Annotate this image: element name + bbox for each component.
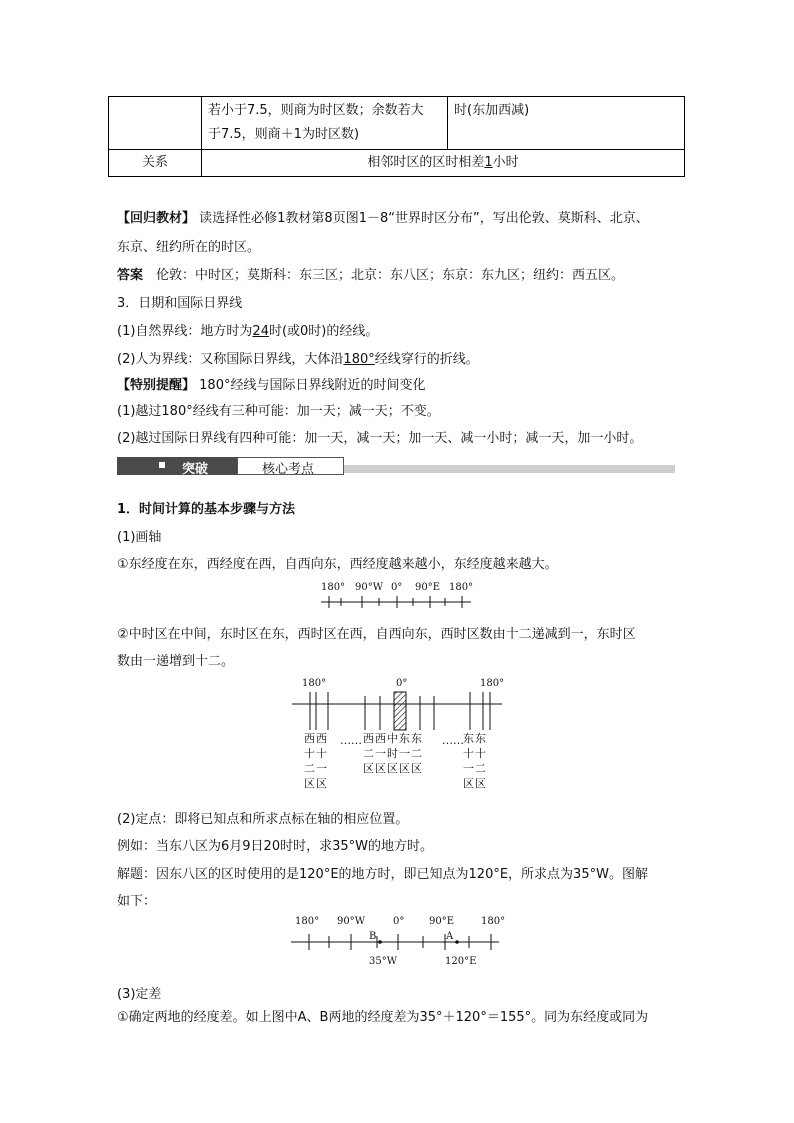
zone-label-char: 东 xyxy=(475,732,486,745)
zone-label-char: 二 xyxy=(363,747,374,760)
step-1b-line-1: ②中时区在中间，东时区在东，西时区在西，自西向东，西时区数由十二递减到一，东时区 xyxy=(117,627,636,642)
review-line-2: 东京、纽约所在的时区。 xyxy=(117,240,261,255)
time-zone-table xyxy=(108,96,685,177)
steps-title: 1．时间计算的基本步骤与方法 xyxy=(117,502,296,517)
example: 例如：当东八区为6月9日20时时，求35°W的地方时。 xyxy=(117,839,433,854)
zone-label-char: 时 xyxy=(387,747,398,760)
point-b-longitude: 35°W xyxy=(369,956,398,967)
zone-label-char: 中 xyxy=(387,732,398,745)
ellipsis: …… xyxy=(442,734,464,747)
axis-label: 180° xyxy=(295,916,320,927)
axis-label: 90°W xyxy=(337,916,366,927)
longitude-axis-diagram xyxy=(317,578,477,612)
section3-item1: (1)自然界线：地方时为24时(或0时)的经线。 xyxy=(117,324,379,339)
zone-label-char: 区 xyxy=(375,762,386,775)
zone-label-char: 西 xyxy=(304,732,315,745)
banner-right: 核心考点 xyxy=(237,457,344,475)
zone-label-char: 十 xyxy=(316,747,327,760)
zone-label-char: 一 xyxy=(463,762,474,775)
step-2: (2)定点：即将已知点和所求点标在轴的相应位置。 xyxy=(117,812,409,827)
zone-label-char: 区 xyxy=(316,777,327,790)
table-cell-empty xyxy=(109,97,202,150)
point-b-marker xyxy=(378,940,382,944)
zone-label-char: 区 xyxy=(399,762,410,775)
step-1: (1)画轴 xyxy=(117,530,162,545)
zone-label-char: 区 xyxy=(475,777,486,790)
zone-label-char: 十 xyxy=(304,747,315,760)
zone-label-char: 二 xyxy=(475,762,486,775)
section3-item2: (2)人为界线：又称国际日界线，大体沿180°经线穿行的折线。 xyxy=(117,352,479,367)
section3-title: 3．日期和国际日界线 xyxy=(117,296,243,311)
zone-label-char: 东 xyxy=(463,732,474,745)
step-1a: ①东经度在东，西经度在西，自西向东，西经度越来越小，东经度越来越大。 xyxy=(117,557,558,572)
tip-line-1: (1)越过180°经线有三种可能：加一天；减一天；不变。 xyxy=(117,404,440,419)
point-a-label: A xyxy=(446,931,454,942)
banner-left: 突破 xyxy=(117,457,237,475)
zone-label-char: 十 xyxy=(475,747,486,760)
table-cell-relation-label: 关系 xyxy=(109,150,202,177)
zone-label-char: 西 xyxy=(316,732,327,745)
zone-label-char: 东 xyxy=(411,732,422,745)
table-cell-east-west: 时(东加西减) xyxy=(448,97,685,150)
tip-title: 【特别提醒】 180°经线与国际日界线附近的时间变化 xyxy=(117,378,426,393)
axis-label: 180° xyxy=(449,582,474,593)
axis-label: 180° xyxy=(321,582,346,593)
zone-label-char: 区 xyxy=(411,762,422,775)
zone-label-char: 区 xyxy=(363,762,374,775)
review-answer: 答案 伦敦：中时区；莫斯科：东三区；北京：东八区；东京：东九区；纽约：西五区。 xyxy=(117,268,625,283)
banner-bar xyxy=(344,465,675,473)
zone-label-char: 西 xyxy=(363,732,374,745)
zone-label-char: 东 xyxy=(399,732,410,745)
tip-line-2: (2)越过国际日界线有四种可能：加一天，减一天；加一天、减一小时；减一天，加一小时。 xyxy=(117,431,643,446)
zone-label-char: 区 xyxy=(387,762,398,775)
square-icon xyxy=(159,462,165,468)
zone-label-char: 一 xyxy=(316,762,327,775)
section-banner xyxy=(117,457,675,475)
review-line-1: 【回归教材】 读选择性必修1教材第8页图1－8“世界时区分布”，写出伦敦、莫斯科、北京、 xyxy=(117,211,649,226)
table-cell-rule: 若小于7.5，则商为时区数；余数若大 于7.5，则商＋1为时区数) xyxy=(202,97,448,150)
zone-label-char: 区 xyxy=(463,777,474,790)
axis-label: 90°E xyxy=(429,916,455,927)
zone-label-char: 一 xyxy=(399,747,410,760)
solution-line-2: 如下： xyxy=(117,894,157,909)
zone-label-char: 二 xyxy=(411,747,422,760)
solution-line-1: 解题：因东八区的区时使用的是120°E的地方时，即已知点为120°E，所求点为35°W。图解 xyxy=(117,867,648,882)
axis-label: 0° xyxy=(391,582,403,593)
table-cell-relation-value: 相邻时区的区时相差1小时 xyxy=(202,150,685,177)
step-3: (3)定差 xyxy=(117,987,162,1002)
axis-label: 0° xyxy=(393,916,405,927)
zone-label-char: 十 xyxy=(463,747,474,760)
zone-label-char: 一 xyxy=(375,747,386,760)
point-a-longitude: 120°E xyxy=(445,956,477,967)
worked-example-axis-diagram xyxy=(287,912,505,972)
axis-label: 90°W xyxy=(355,582,384,593)
axis-label: 90°E xyxy=(415,582,441,593)
zone-label-char: 西 xyxy=(375,732,386,745)
axis-label: 180° xyxy=(481,916,505,927)
axis-label: 180° xyxy=(302,678,327,689)
zone-label-char: 二 xyxy=(304,762,315,775)
step-1b-line-2: 数由一递增到十二。 xyxy=(117,654,235,669)
point-b-label: B xyxy=(369,931,377,942)
time-zone-axis-diagram xyxy=(290,674,505,796)
axis-label: 0° xyxy=(396,678,408,689)
zone-label-char: 区 xyxy=(304,777,315,790)
step-3a: ①确定两地的经度差。如上图中A、B两地的经度差为35°＋120°＝155°。同为东经度或同为 xyxy=(117,1010,649,1025)
ellipsis: …… xyxy=(340,734,362,747)
point-a-marker xyxy=(455,940,459,944)
axis-label: 180° xyxy=(480,678,505,689)
